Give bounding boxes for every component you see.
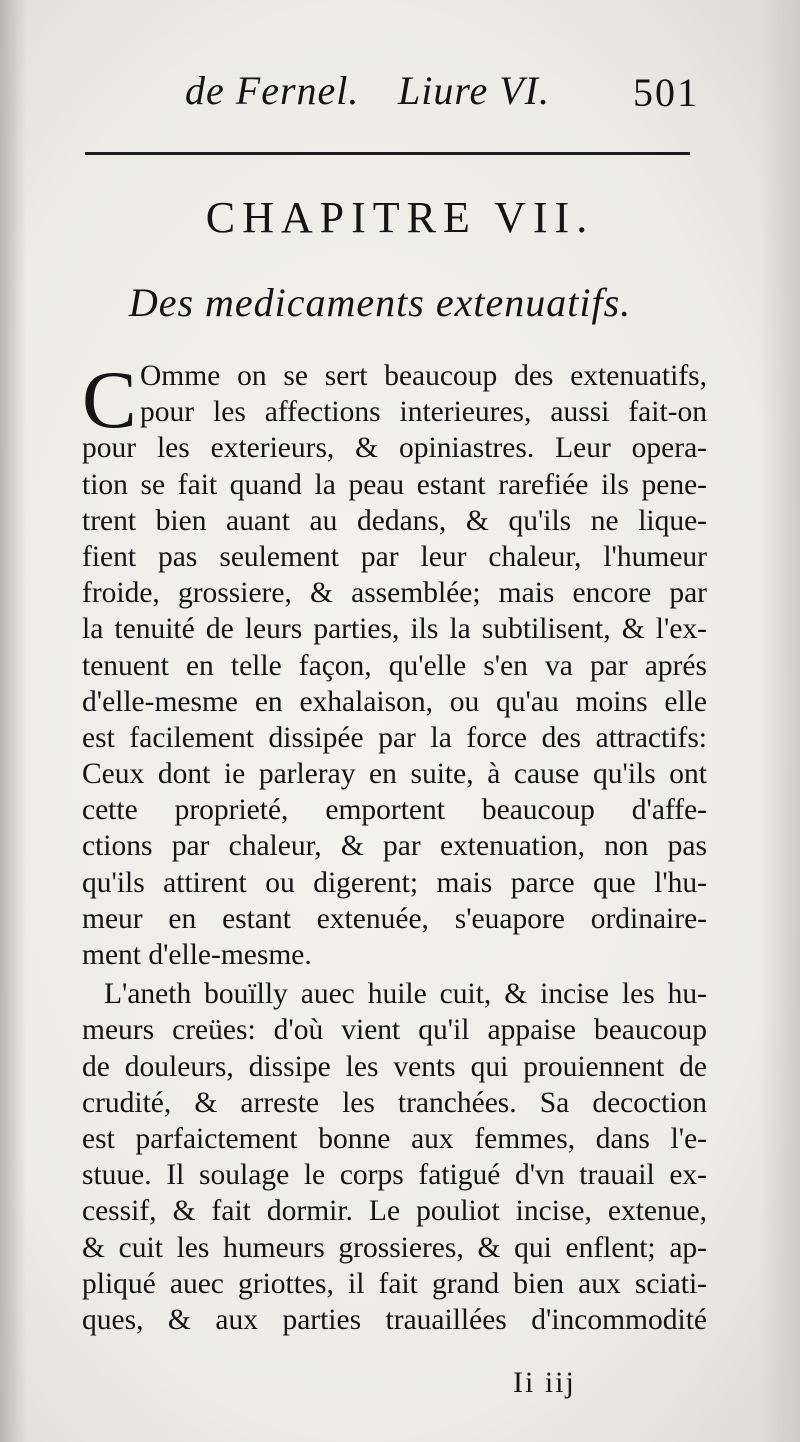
text-line: est parfaictement bonne aux femmes, dans l'e- <box>82 1122 707 1155</box>
text-line: pliqué auec griottes, il fait grand bien aux sciati- <box>82 1267 707 1300</box>
running-title-left: de Fernel. <box>185 68 360 113</box>
text-line: d'elle-mesme en exhalaison, ou qu'au moins elle <box>82 685 707 718</box>
text-line: cessif, & fait dormir. Le pouliot incise, extenue, <box>82 1195 707 1228</box>
text-line: ment d'elle-mesme. <box>82 939 312 971</box>
running-header <box>80 66 705 116</box>
text-line: fient pas seulement par leur chaleur, l'humeur <box>82 540 707 573</box>
chapter-title: CHAPITRE VII. <box>205 193 595 242</box>
text-line: cette proprieté, emportent beaucoup d'affe- <box>82 794 707 827</box>
page-number: 501 <box>633 70 699 115</box>
text-line: froide, grossiere, & assemblée; mais encore par <box>82 577 707 610</box>
text-line: stuue. Il soulage le corps fatigué d'vn trauail ex- <box>82 1159 707 1192</box>
text-line: ctions par chaleur, & par extenuation, non pas <box>82 830 707 863</box>
text-line: crudité, & arreste les tranchées. Sa decoction <box>82 1086 707 1119</box>
running-title-book: Liure VI. <box>398 68 550 113</box>
text-line: est facilement dissipée par la force des attractifs: <box>82 721 707 754</box>
text-line: de douleurs, dissipe les vents qui prouiennent de <box>82 1050 707 1083</box>
paragraph-2 <box>82 976 707 1338</box>
text-line: tenuent en telle façon, qu'elle s'en va par aprés <box>82 649 707 682</box>
text-line: pour les exterieurs, & opiniastres. Leur opera- <box>82 432 707 465</box>
drop-cap: C <box>82 354 137 445</box>
text-line: meurs creües: d'où vient qu'il appaise beaucoup <box>82 1014 707 1047</box>
text-line: meur en estant extenuée, s'euapore ordinaire- <box>82 902 707 935</box>
text-line: la tenuité de leurs parties, ils la subtilisent, & l'ex- <box>82 613 707 646</box>
paragraph-1 <box>82 354 707 973</box>
text-line: qu'ils attirent ou digerent; mais parce que l'hu- <box>82 866 707 899</box>
text-line: pour les affections interieures, aussi fait-on <box>140 396 707 429</box>
text-line: Omme on se sert beaucoup des extenuatifs, <box>140 360 707 392</box>
text-line: L'aneth bouïlly auec huile cuit, & incise les hu- <box>104 978 707 1011</box>
text-line: tion se fait quand la peau estant rarefiée ils pene- <box>82 468 707 501</box>
chapter-subtitle: Des medicaments extenuatifs. <box>128 280 632 325</box>
text-line: & cuit les humeurs grossieres, & qui enflent; ap- <box>82 1231 707 1264</box>
text-line: Ceux dont ie parleray en suite, à cause qu'ils ont <box>82 758 707 791</box>
signature-mark: Ii iij <box>513 1366 576 1399</box>
header-rule <box>85 152 690 155</box>
text-line: ques, & aux parties trauaillées d'incommodité <box>82 1303 707 1336</box>
text-line: trent bien auant au dedans, & qu'ils ne lique- <box>82 504 707 537</box>
body-text <box>82 354 707 1338</box>
